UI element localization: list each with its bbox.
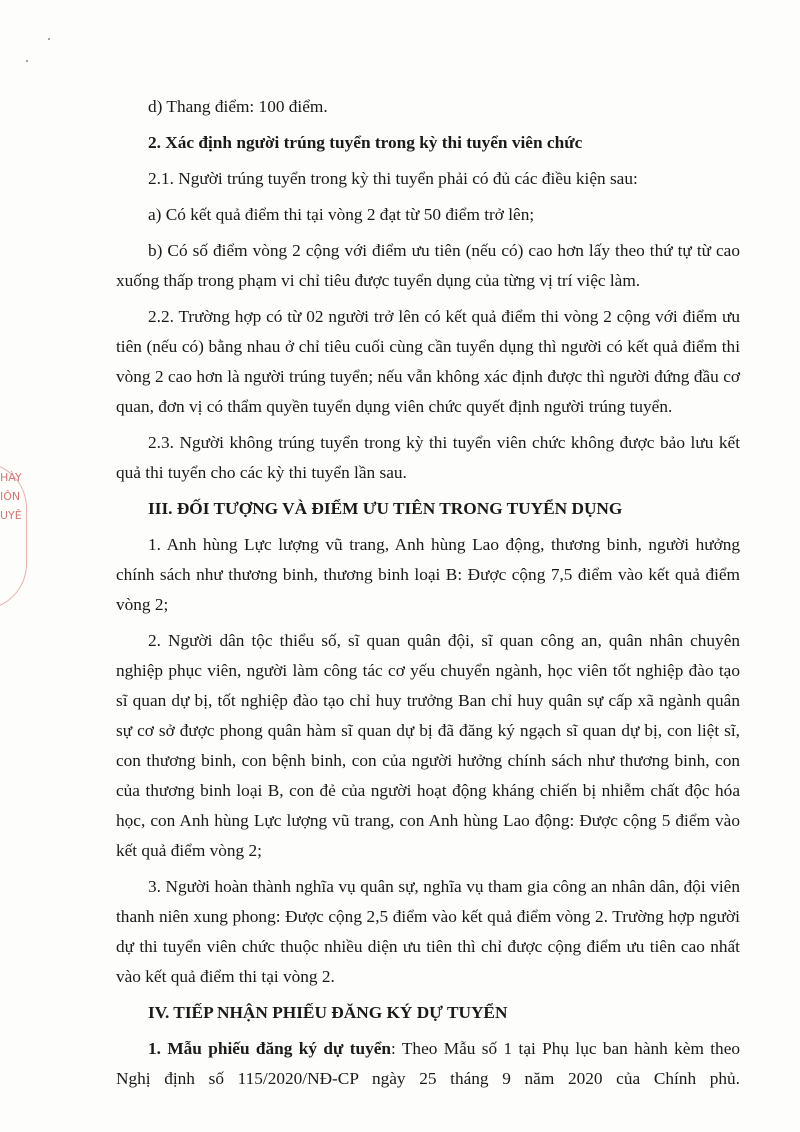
paragraph-iii-3: 3. Người hoàn thành nghĩa vụ quân sự, nghĩa vụ tham gia công an nhân dân, đội viên thanh niên xung phong: Được cộng 2,5 điểm vào kết quả điểm vòng 2. Trường hợp người dự thi tuyển viên chức thuộc nhiều diện ưu tiên thì chỉ được cộng điểm ưu tiên cao nhất vào kết quả điểm thi tại vòng 2. [116,877,740,986]
side-stamp [0,468,32,525]
paragraph-2-3: 2.3. Người không trúng tuyển trong kỳ thi tuyển viên chức không được bảo lưu kết quả thi tuyển cho các kỳ thi tuyển lần sau. [116,433,740,482]
paragraph-iv-1-lead: 1. Mẫu phiếu đăng ký dự tuyển [148,1039,392,1058]
paragraph-iii-2: 2. Người dân tộc thiểu số, sĩ quan quân đội, sĩ quan công an, quân nhân chuyên nghiệp phục viên, người làm công tác cơ yếu chuyển ngành, học viên tốt nghiệp đào tạo sĩ quan dự bị, tốt nghiệp đào tạo chỉ huy trưởng Ban chỉ huy quân sự cấp xã ngành quân sự cơ sở được phong quân hàm sĩ quan dự bị đã đăng ký ngạch sĩ quan dự bị, con liệt sĩ, con thương binh, con bệnh binh, con của người hưởng chính sách như thương binh, con của thương binh loại B, con đẻ của người hoạt động kháng chiến bị nhiễm chất độc hóa học, con Anh hùng Lực lượng vũ trang, con Anh hùng Lao động: Được cộng 5 điểm vào kết quả điểm vòng 2; [116,631,740,860]
paragraph-iv-1 [116,1034,740,1094]
stamp-line: IÔN [0,490,21,503]
stamp-line: UYÊ [0,509,22,522]
section-heading-winners: 2. Xác định người trúng tuyển trong kỳ thi tuyển viên chức [148,133,583,152]
document-body [116,92,740,1094]
section-heading-iii: III. ĐỐI TƯỢNG VÀ ĐIỂM ƯU TIÊN TRONG TUYỂN DỤNG [148,499,623,518]
paragraph-2-2: 2.2. Trường hợp có từ 02 người trở lên có kết quả điểm thi vòng 2 cộng với điểm ưu tiên (nếu có) bằng nhau ở chỉ tiêu cuối cùng cần tuyển dụng thì người có kết quả điểm thi vòng 2 cao hơn là người trúng tuyển; nếu vẫn không xác định được thì người đứng đầu cơ quan, đơn vị có thẩm quyền tuyển dụng viên chức quyết định người trúng tuyển. [116,307,740,416]
scan-speck [48,38,50,40]
paragraph-iv-1-text: : Theo Mẫu số 1 tại Phụ lục ban hành kèm theo Nghị định số 115/2020/NĐ-CP ngày 25 tháng 9 năm 2020 của Chính phủ. [116,1039,741,1088]
section-heading-iv: IV. TIẾP NHẬN PHIẾU ĐĂNG KÝ DỰ TUYỂN [148,1003,508,1022]
stamp-line: HÀY [0,471,22,484]
paragraph-2-1: 2.1. Người trúng tuyển trong kỳ thi tuyển phải có đủ các điều kiện sau: [148,169,638,188]
paragraph-grading-scale: d) Thang điểm: 100 điểm. [148,97,328,116]
scan-speck [26,60,28,62]
paragraph-iii-1: 1. Anh hùng Lực lượng vũ trang, Anh hùng Lao động, thương binh, người hưởng chính sách như thương binh, thương binh loại B: Được cộng 7,5 điểm vào kết quả điểm vòng 2; [116,535,740,614]
paragraph-2-1-b: b) Có số điểm vòng 2 cộng với điểm ưu tiên (nếu có) cao hơn lấy theo thứ tự từ cao xuống thấp trong phạm vi chỉ tiêu được tuyển dụng của từng vị trí việc làm. [116,241,740,290]
paragraph-2-1-a: a) Có kết quả điểm thi tại vòng 2 đạt từ 50 điểm trở lên; [148,205,535,224]
